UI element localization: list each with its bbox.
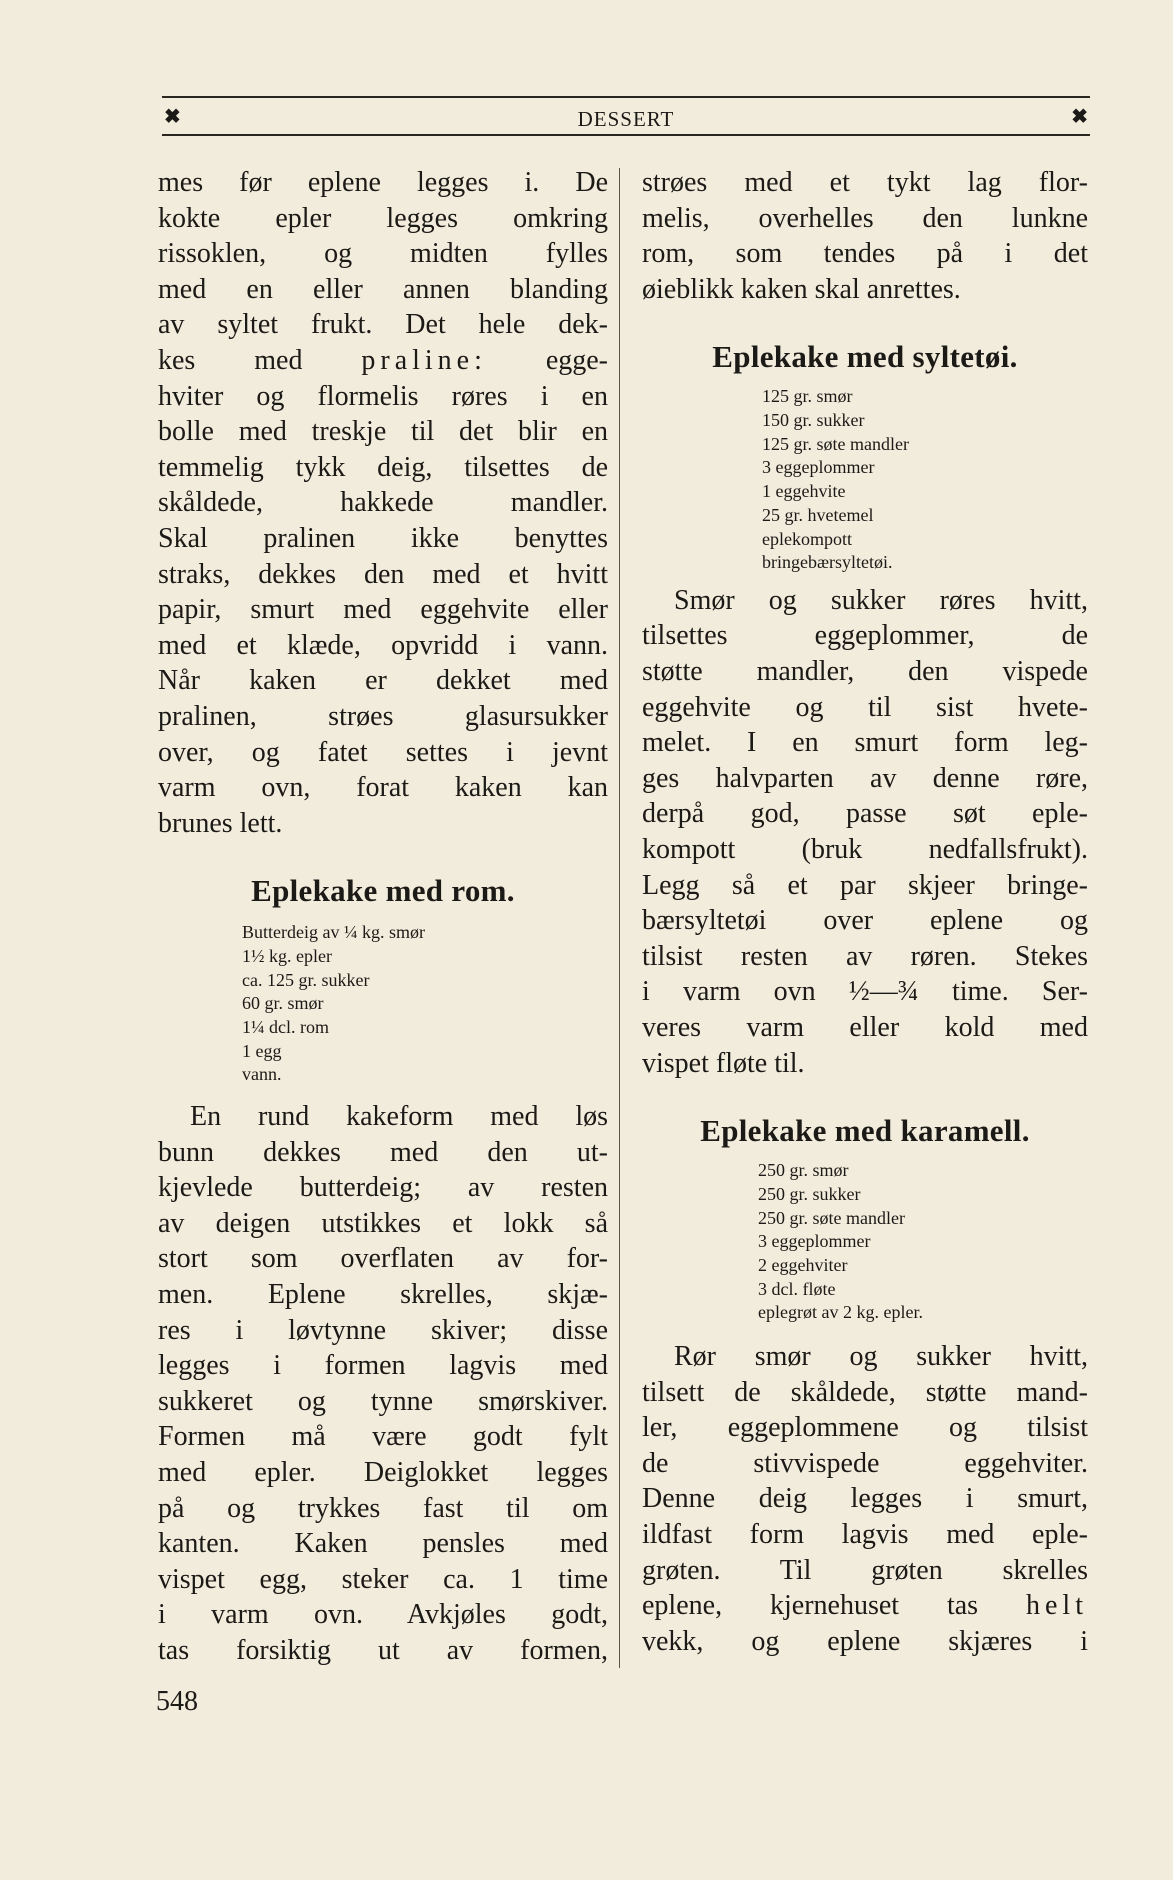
ingredient-item: ca. 125 gr. sukker [242,969,370,990]
text-line: hviter og flormelis røres i en [158,380,608,412]
text-line: tilsett de skåldede, støtte mand- [642,1376,1088,1408]
left-column [158,165,608,1669]
ingredient-item: 1¼ dcl. rom [242,1017,329,1038]
right-column [642,165,1088,1659]
text-line: vispet fløte til. [642,1047,805,1079]
text-line: men. Eplene skrelles, skjæ- [158,1279,608,1311]
text-fragment: eplene, kjernehuset tas [642,1590,979,1622]
intro-paragraph [158,165,608,841]
text-line: ildfast form lagvis med eple- [642,1518,1088,1550]
text-line: ges halvparten av denne røre, [642,762,1088,794]
text-line: pralinen, strøes glasursukker [158,700,608,732]
text-line: øieblikk kaken skal anrettes. [642,273,961,305]
text-line: i varm ovn ½—¾ time. Ser- [642,976,1088,1008]
text-line: vispet egg, steker ca. 1 time [158,1563,608,1595]
text-line: derpå god, passe søt eple- [642,798,1088,830]
text-line: brunes lett. [158,807,283,839]
text-line: i varm ovn. Avkjøles godt, [158,1599,608,1631]
ingredient-list-karamell [642,1159,1088,1325]
recipe-text-rom [158,1099,608,1669]
text-line: kompott (bruk nedfallsfrukt). [642,834,1088,866]
ingredient-item: 60 gr. smør [242,993,324,1014]
text-line: Denne deig legges i smurt, [642,1483,1088,1515]
text-line: Når kaken er dekket med [158,665,608,697]
text-line: over, og fatet settes i jevnt [158,736,608,768]
ornament-left-icon: ✖ [164,104,181,128]
text-line: bunn dekkes med den ut- [158,1136,608,1168]
text-line: Smør og sukker røres hvitt, [674,584,1088,616]
ingredient-item: 2 eggehviter [758,1254,848,1275]
text-line: Rør smør og sukker hvitt, [674,1341,1088,1372]
ingredient-item: Butterdeig av ¼ kg. smør [242,922,425,943]
running-header [162,96,1090,136]
column-divider [619,168,620,1668]
ingredient-list-rom [158,921,608,1087]
recipe-text-syltetoi [642,583,1088,1081]
text-line: støtte mandler, den vispede [642,656,1088,688]
text-line: rom, som tendes på i det [642,238,1088,270]
text-line: mes før eplene legges i. De [158,167,608,198]
ingredient-item: 3 dcl. fløte [758,1278,836,1299]
text-line: melet. I en smurt form leg- [642,727,1088,759]
text-line: sukkeret og tynne smørskiver. [158,1385,608,1417]
text-line: legges i formen lagvis med [158,1350,608,1382]
page-number: 548 [156,1686,198,1717]
text-line: Skal pralinen ikke benyttes [158,522,608,554]
text-line: straks, dekkes den med et hvitt [158,558,608,590]
ingredient-item: 250 gr. smør [758,1160,849,1181]
text-line: res i løvtynne skiver; disse [158,1314,608,1346]
praline-term: praline: [361,344,487,376]
text-line: melis, overhelles den lunkne [642,202,1088,234]
recipe-title-syltetoi: Eplekake med syltetøi. [712,339,1018,375]
text-line: En rund kakeform med løs [190,1101,608,1133]
ingredient-item: eplekompott [762,528,852,549]
ingredient-item: 3 eggeplommer [758,1231,871,1252]
ingredient-item: 250 gr. sukker [758,1183,861,1204]
ingredient-item: eplegrøt av 2 kg. epler. [758,1302,923,1323]
text-line: kokte epler legges omkring [158,202,608,234]
text-line: papir, smurt med eggehvite eller [158,594,608,626]
helt-term: helt [1026,1590,1088,1622]
continuation-paragraph [642,165,1088,307]
text-line: eggehvite og til sist hvete- [642,691,1088,723]
ingredient-item: 150 gr. sukker [762,410,865,431]
text-line: kanten. Kaken pensles med [158,1528,608,1560]
recipe-title-karamell: Eplekake med karamell. [700,1113,1030,1149]
section-title: DESSERT [577,107,675,131]
text-line: temmelig tykk deig, tilsettes de [158,451,608,483]
ingredient-item: 1 eggehvite [762,481,846,502]
text-line: tilsist resten av røren. Stekes [642,940,1088,972]
ingredient-item: vann. [242,1064,282,1085]
text-line: veres varm eller kold med [642,1012,1088,1043]
text-line: bolle med treskje til det blir en [158,416,608,448]
text-line-praline [158,343,608,379]
ingredient-item: 1½ kg. epler [242,945,332,966]
ingredient-item: 125 gr. smør [762,386,853,407]
text-line-helt [642,1588,1088,1624]
text-line: med et klæde, opvridd i vann. [158,629,608,661]
ingredient-item: 250 gr. søte mandler [758,1207,905,1228]
text-line: strøes med et tykt lag flor- [642,167,1088,198]
text-line: av syltet frukt. Det hele dek- [158,309,608,341]
ingredient-item: 25 gr. hvetemel [762,504,874,525]
text-line: grøten. Til grøten skrelles [642,1554,1088,1586]
text-line: rissoklen, og midten fylles [158,238,608,270]
text-line: vekk, og eplene skjæres i [642,1625,1088,1657]
text-fragment: kes med [158,344,303,376]
text-line: skåldede, hakkede mandler. [158,487,608,519]
ingredient-item: 125 gr. søte mandler [762,433,909,454]
ingredient-item: 3 eggeplommer [762,457,875,478]
text-line: av deigen utstikkes et lokk så [158,1207,608,1239]
text-line: de stivvispede eggehviter. [642,1447,1088,1479]
text-line: Formen må være godt fylt [158,1421,608,1453]
ingredient-item: 1 egg [242,1040,282,1061]
ingredient-list-syltetoi [642,385,1088,575]
text-line: Legg så et par skjeer bringe- [642,869,1088,901]
text-line: ler, eggeplommene og tilsist [642,1412,1088,1444]
text-line: bærsyltetøi over eplene og [642,905,1088,937]
text-line: på og trykkes fast til om [158,1492,608,1524]
text-line: stort som overflaten av for- [158,1243,608,1275]
text-line: tas forsiktig ut av formen, [158,1635,608,1666]
recipe-title-rom: Eplekake med rom. [251,873,515,909]
text-line: tilsettes eggeplommer, de [642,620,1088,652]
text-fragment: egge- [545,344,609,376]
text-line: kjevlede butterdeig; av resten [158,1172,608,1204]
text-line: med epler. Deiglokket legges [158,1457,608,1489]
text-line: varm ovn, forat kaken kan [158,772,608,804]
ornament-right-icon: ✖ [1071,104,1088,128]
ingredient-item: bringebærsyltetøi. [762,552,893,573]
text-line: med en eller annen blanding [158,273,608,305]
recipe-text-karamell [642,1339,1088,1659]
